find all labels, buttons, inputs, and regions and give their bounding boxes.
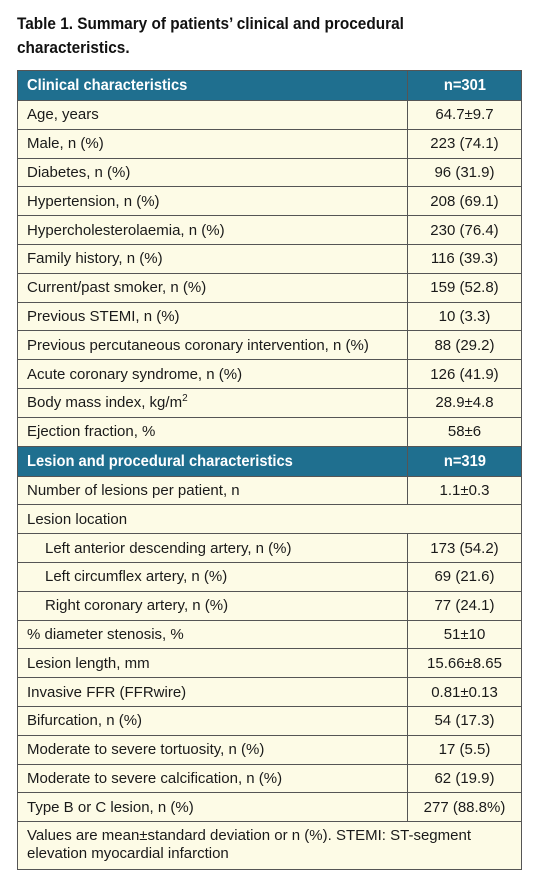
row-label: Previous percutaneous coronary intervention, n (%) [18,331,408,360]
row-value: 116 (39.3) [408,244,522,273]
table-row [18,331,522,360]
row-label: Type B or C lesion, n (%) [18,793,408,822]
table-footnote: Values are mean±standard deviation or n (%). STEMI: ST-segment elevation myocardial infarction [18,822,522,870]
row-label: Moderate to severe calcification, n (%) [18,764,408,793]
table-row [18,302,522,331]
row-label: Male, n (%) [18,129,408,158]
row-value: 277 (88.8%) [408,793,522,822]
row-label: Previous STEMI, n (%) [18,302,408,331]
row-value: 0.81±0.13 [408,678,522,707]
row-label: Bifurcation, n (%) [18,706,408,735]
table-row [18,562,522,591]
row-label: Moderate to severe tortuosity, n (%) [18,735,408,764]
table-row [18,244,522,273]
row-label-section: Lesion location [18,505,522,534]
table-row [18,187,522,216]
table-row [18,591,522,620]
row-value: 51±10 [408,620,522,649]
clinical-header-label: Clinical characteristics [18,71,408,101]
table-row [18,273,522,302]
row-value: 230 (76.4) [408,216,522,245]
row-label: Current/past smoker, n (%) [18,273,408,302]
row-value: 126 (41.9) [408,360,522,389]
row-value: 96 (31.9) [408,158,522,187]
row-label: Diabetes, n (%) [18,158,408,187]
table-row [18,101,522,130]
row-value: 28.9±4.8 [408,388,522,417]
row-value: 17 (5.5) [408,735,522,764]
clinical-header-n: n=301 [408,71,522,101]
characteristics-table [17,70,522,870]
table-caption: Table 1. Summary of patients’ clinical and procedural characteristics. [17,15,404,57]
table-row [18,534,522,563]
row-value: 15.66±8.65 [408,649,522,678]
table-row [18,417,522,446]
superscript: 2 [182,393,188,405]
row-value: 64.7±9.7 [408,101,522,130]
row-value: 223 (74.1) [408,129,522,158]
row-label: Age, years [18,101,408,130]
table-row [18,793,522,822]
row-value: 77 (24.1) [408,591,522,620]
table-row [18,388,522,417]
row-label: Left circumflex artery, n (%) [18,562,408,591]
footnote-row [18,822,522,870]
row-value: 58±6 [408,417,522,446]
table-row [18,505,522,534]
row-value: 10 (3.3) [408,302,522,331]
row-label: Hypertension, n (%) [18,187,408,216]
row-label: % diameter stenosis, % [18,620,408,649]
clinical-header-row [18,71,522,101]
row-label: Family history, n (%) [18,244,408,273]
row-value: 159 (52.8) [408,273,522,302]
lesion-header-label: Lesion and procedural characteristics [18,446,408,476]
lesion-header-row [18,446,522,476]
row-label: Left anterior descending artery, n (%) [18,534,408,563]
row-label: Invasive FFR (FFRwire) [18,678,408,707]
table-row [18,706,522,735]
table-row [18,620,522,649]
table-row [18,476,522,505]
table-row [18,764,522,793]
table-row [18,216,522,245]
table-row [18,678,522,707]
lesion-header-n: n=319 [408,446,522,476]
row-label: Lesion length, mm [18,649,408,678]
row-value: 88 (29.2) [408,331,522,360]
table-row [18,158,522,187]
row-value: 173 (54.2) [408,534,522,563]
table-row [18,360,522,389]
row-value: 54 (17.3) [408,706,522,735]
table-row [18,129,522,158]
row-value: 69 (21.6) [408,562,522,591]
row-value: 1.1±0.3 [408,476,522,505]
row-label: Acute coronary syndrome, n (%) [18,360,408,389]
table-row [18,649,522,678]
row-value: 208 (69.1) [408,187,522,216]
row-label: Hypercholesterolaemia, n (%) [18,216,408,245]
row-label: Body mass index, $kg/m^2$ [18,388,408,417]
table-row [18,735,522,764]
row-value: 62 (19.9) [408,764,522,793]
row-label: Number of lesions per patient, n [18,476,408,505]
row-label: Ejection fraction, % [18,417,408,446]
row-label: Right coronary artery, n (%) [18,591,408,620]
